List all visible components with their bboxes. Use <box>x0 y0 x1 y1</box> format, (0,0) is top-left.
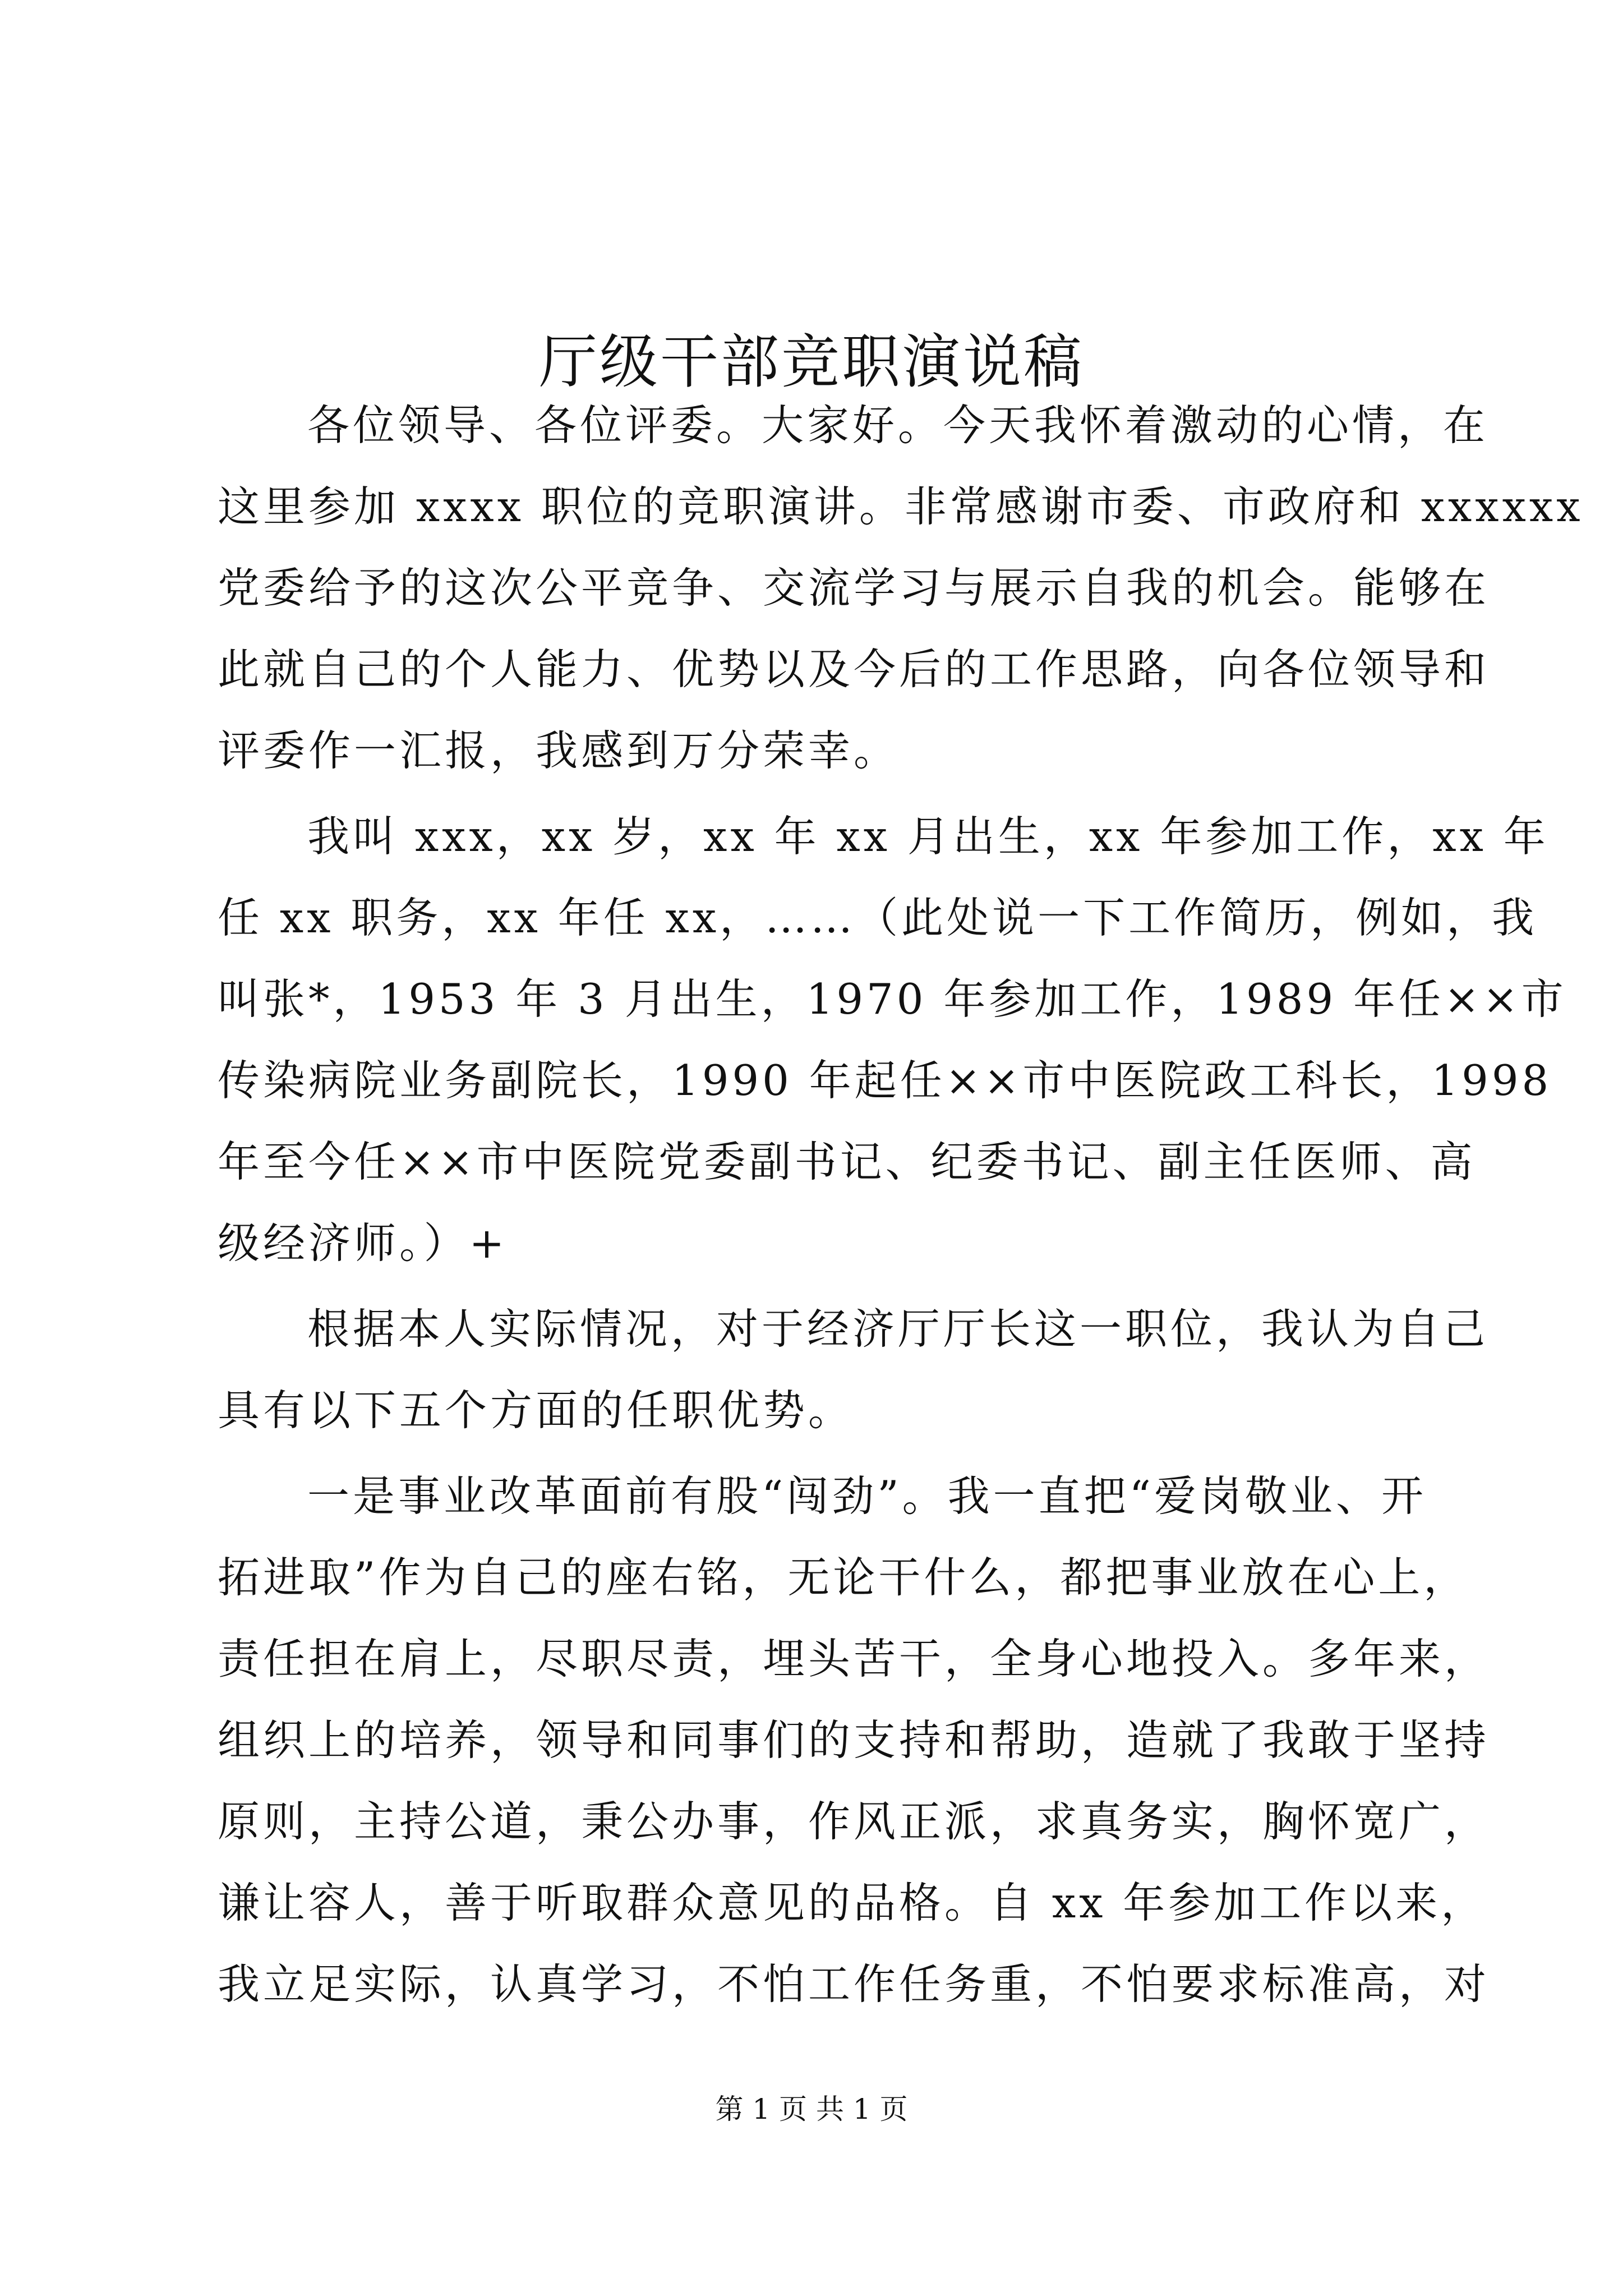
paragraph-advantage-one <box>218 1456 1490 2025</box>
text-line: 传染病院业务副院长，1990 年起任××市中医院政工科长，1998 <box>218 1056 1552 1105</box>
text-line: 评委作一汇报，我感到万分荣幸。 <box>218 726 900 775</box>
text-line: 这里参加 xxxx 职位的竞职演讲。非常感谢市委、市政府和 xxxxxx <box>218 482 1584 531</box>
text-line: 责任担在肩上，尽职尽责，埋头苦干，全身心地投入。多年来， <box>218 1634 1490 1683</box>
text-line: 根据本人实际情况，对于经济厅厅长这一职位，我认为自己 <box>307 1304 1489 1354</box>
text-line: 组织上的培养，领导和同事们的支持和帮助，造就了我敢于坚持 <box>218 1715 1490 1765</box>
text-line: 级经济师。）+ <box>218 1218 508 1268</box>
text-line: 任 xx 职务，xx 年任 xx，……（此处说一下工作简历，例如，我 <box>218 893 1538 942</box>
text-line: 我立足实际，认真学习，不怕工作任务重，不怕要求标准高，对 <box>218 1959 1490 2009</box>
text-line: 各位领导、各位评委。大家好。今天我怀着激动的心情，在 <box>307 401 1489 450</box>
text-line: 我叫 xxx，xx 岁，xx 年 xx 月出生，xx 年参加工作，xx 年 <box>307 812 1549 861</box>
text-line: 此就自己的个人能力、优势以及今后的工作思路，向各位领导和 <box>218 645 1490 694</box>
text-line: 叫张*，1953 年 3 月出生，1970 年参加工作，1989 年任××市 <box>218 974 1567 1024</box>
document-title: 厅级干部竞职演说稿 <box>538 327 1084 396</box>
text-line: 党委给予的这次公平竞争、交流学习与展示自我的机会。能够在 <box>218 563 1490 613</box>
text-line: 原则，主持公道，秉公办事，作风正派，求真务实，胸怀宽广， <box>218 1797 1490 1846</box>
page-footer: 第 1 页 共 1 页 <box>715 2093 908 2125</box>
paragraph-introduction <box>218 796 1567 1284</box>
paragraph-greeting <box>218 385 1584 792</box>
text-line: 谦让容人，善于听取群众意见的品格。自 xx 年参加工作以来， <box>218 1878 1487 1927</box>
text-line: 具有以下五个方面的任职优势。 <box>218 1386 854 1435</box>
document-body <box>218 385 1584 2030</box>
text-line: 拓进取”作为自己的座右铭，无论干什么，都把事业放在心上， <box>218 1553 1469 1602</box>
text-line: 一是事业改革面前有股“闯劲”。我一直把“爱岗敬业、开 <box>307 1471 1427 1521</box>
paragraph-advantages-intro <box>218 1289 1489 1451</box>
text-line: 年至今任××市中医院党委副书记、纪委书记、副主任医师、高 <box>218 1137 1476 1186</box>
